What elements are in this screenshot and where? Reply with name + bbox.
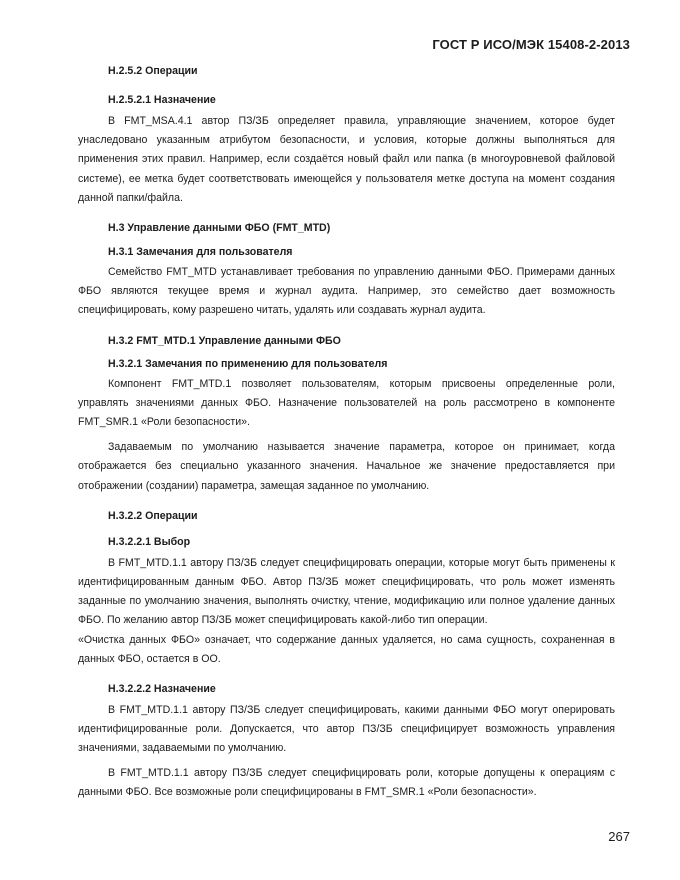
section-heading: H.2.5.2 Операции xyxy=(108,65,198,77)
section-heading: H.3.2.2.1 Выбор xyxy=(108,535,191,548)
section-heading: H.3.2.1 Замечания по применению для пользователя xyxy=(108,357,388,370)
body-paragraph: Компонент FMT_MTD.1 позволяет пользователям, которым присвоены определенные роли, управлять значениями данных ФБО. Назначение пользователей на роль рассмотрено в компоненте FMT_SMR.1 «Роли безопасности». xyxy=(78,377,615,429)
body-paragraph: Семейство FMT_MTD устанавливает требования по управлению данными ФБО. Примерами данных ФБО являются текущее время и журнал аудита. Например, это семейство дает возможность специфицировать, кому разрешено читать, удалять или создавать журнал аудита. xyxy=(78,266,615,317)
document-standard-id: ГОСТ Р ИСО/МЭК 15408-2-2013 xyxy=(432,37,630,52)
section-heading: H.2.5.2.1 Назначение xyxy=(108,94,216,106)
section-heading: H.3.2.2 Операции xyxy=(108,509,198,522)
body-paragraph: В FMT_MSA.4.1 автор ПЗ/ЗБ определяет правила, управляющие значением, которое будет унаследовано указанным атрибутом безопасности, и условия, которые должны выполняться для применения этих правил. Например, если создаётся новый файл или папка (в многоуровневой файловой системе), ее метка будет соответствовать имеющейся у пользователя метке доступа на момент создания данной папки/файла. xyxy=(78,115,615,204)
section-heading: H.3.1 Замечания для пользователя xyxy=(108,246,293,259)
body-paragraph: В FMT_MTD.1.1 автору ПЗ/ЗБ следует специфицировать роли, которые допущены к операциям с данными ФБО. Все возможные роли специфицированы в FMT_SMR.1 «Роли безопасности». xyxy=(78,766,615,798)
section-heading: H.3.2.2.2 Назначение xyxy=(108,683,216,696)
body-paragraph: В FMT_MTD.1.1 автору ПЗ/ЗБ следует специфицировать операции, которые могут быть применены к идентифицированным данным ФБО. Автор ПЗ/ЗБ может специфицировать, что роль может изменять заданные по умолчанию значения, выполнять очистку, чтение, модификацию или полное удаление данных ФБО. По желанию автор ПЗ/ЗБ может специфицировать какой-либо тип операции. xyxy=(78,556,615,627)
body-paragraph: «Очистка данных ФБО» означает, что содержание данных удаляется, но сама сущность, сохраненная в данных ФБО, остается в ОО. xyxy=(78,633,615,665)
section-heading: H.3 Управление данными ФБО (FMT_MTD) xyxy=(108,222,331,235)
body-paragraph: В FMT_MTD.1.1 автору ПЗ/ЗБ следует специфицировать, какими данными ФБО могут оперировать идентифицированные роли. Допускается, что автор ПЗ/ЗБ специфицирует возможность управления значениями, задаваемыми по умолчанию. xyxy=(78,704,615,755)
section-heading: H.3.2 FMT_MTD.1 Управление данными ФБО xyxy=(108,334,341,347)
body-paragraph: Задаваемым по умолчанию называется значение параметра, которое он принимает, когда отображается без специально указанного значения. Начальное же значение предоставляется при отображении (создании) параметра, замещая заданное по умолчанию. xyxy=(78,441,615,492)
document-body xyxy=(78,64,615,802)
page-number: 267 xyxy=(608,829,630,844)
